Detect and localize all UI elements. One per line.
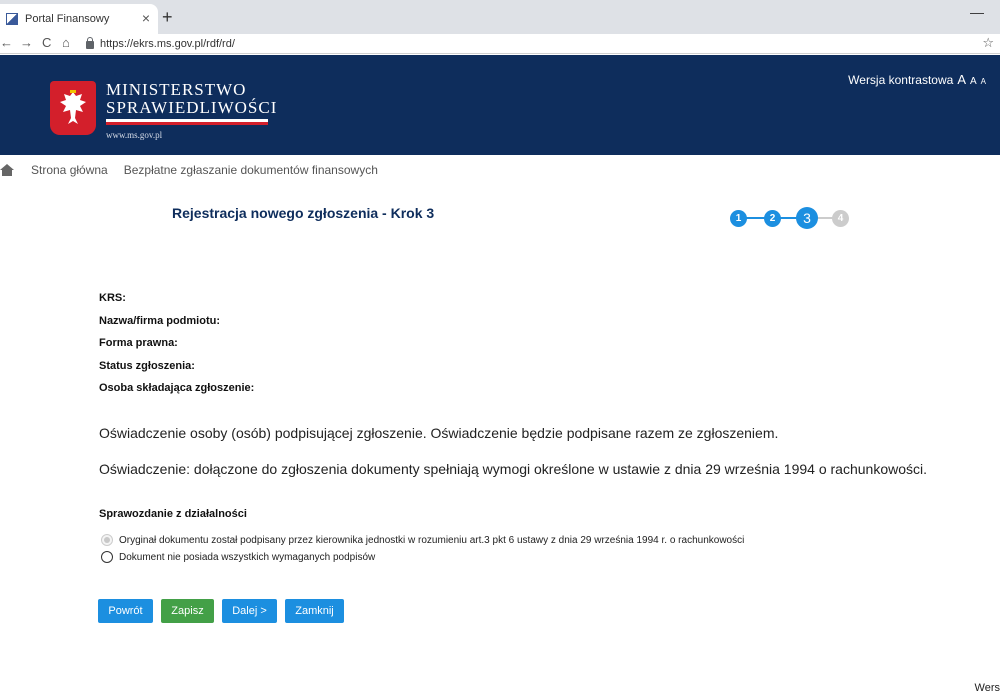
home-icon[interactable]: ⌂ [62,35,70,50]
save-button[interactable]: Zapisz [161,599,214,623]
star-icon[interactable]: ☆ [982,35,994,50]
krs-label: KRS: [99,292,126,304]
contrast-version-link[interactable]: Wersja kontrastowa [848,73,954,87]
entity-name-label: Nazwa/firma podmiotu: [99,315,221,327]
lock-icon [86,41,94,49]
contrast-controls [848,72,986,87]
logo-url: www.ms.gov.pl [106,130,163,140]
breadcrumb [0,162,394,178]
report-section-label: Sprawozdanie z działalności [99,508,247,520]
footer-contrast-link[interactable]: Wers [974,682,1000,694]
radio-missing-signatures-label: Dokument nie posiada wszystkich wymaganych podpisów [119,551,376,563]
step-3-current: 3 [796,207,818,229]
step-1: 1 [730,210,747,227]
logo-line2: SPRAWIEDLIWOŚCI [106,98,278,117]
favicon-icon [6,13,18,25]
logo-line1: MINISTERSTWO [106,80,247,99]
statement-signers: Oświadczenie osoby (osób) podpisującej zgłoszenie. Oświadczenie będzie podpisane razem ze zgłoszeniem. [99,425,779,441]
step-4: 4 [832,210,849,227]
site-header [0,55,1000,155]
flag-stripe [106,119,268,125]
step-indicator [730,207,850,229]
ministry-logo-text[interactable] [106,81,277,140]
radio-row-missing [101,551,375,563]
close-button[interactable]: Zamknij [285,599,344,623]
url-field[interactable] [86,35,976,52]
breadcrumb-item-home[interactable]: Strona główna [31,163,108,177]
back-button[interactable]: Powrót [98,599,153,623]
browser-tab[interactable] [0,4,158,34]
forward-arrow-icon[interactable]: → [20,35,33,50]
legal-form-label: Forma prawna: [99,337,178,349]
next-button[interactable]: Dalej > [222,599,277,623]
font-size-small-button[interactable]: A [980,77,986,86]
status-label: Status zgłoszenia: [99,360,195,372]
new-tab-icon[interactable]: + [162,7,173,27]
radio-row-original [101,534,744,546]
font-size-medium-button[interactable]: A [969,76,977,87]
breadcrumb-item-financial[interactable]: Bezpłatne zgłaszanie dokumentów finansowych [123,163,378,177]
radio-original-signed-label: Oryginał dokumentu został podpisany przez kierownika jednostki w rozumieniu art.3 pkt 6 ustawy z dnia 29 września 1994 r. o rachunkowości [119,534,745,546]
font-size-large-button[interactable]: A [957,72,966,87]
step-2: 2 [764,210,781,227]
radio-original-signed[interactable] [101,534,113,546]
address-bar [0,34,1000,54]
back-arrow-icon[interactable]: ← [0,35,13,50]
browser-tabbar [0,0,1000,34]
close-icon[interactable]: × [141,10,150,26]
url-text: https://ekrs.ms.gov.pl/rdf/rd/ [100,37,235,50]
reload-icon[interactable]: C [42,35,52,50]
home-icon[interactable] [0,164,14,176]
eagle-emblem-icon [50,81,96,135]
tab-title: Portal Finansowy [25,13,110,25]
page-title: Rejestracja nowego zgłoszenia - Krok 3 [172,205,435,221]
minimize-icon[interactable]: — [970,4,984,20]
statement-compliance: Oświadczenie: dołączone do zgłoszenia dokumenty spełniają wymogi określone w ustawie z dnia 29 września 1994 o rachunkowości. [99,461,928,477]
radio-missing-signatures[interactable] [101,551,113,563]
submitter-label: Osoba składająca zgłoszenie: [99,382,255,394]
